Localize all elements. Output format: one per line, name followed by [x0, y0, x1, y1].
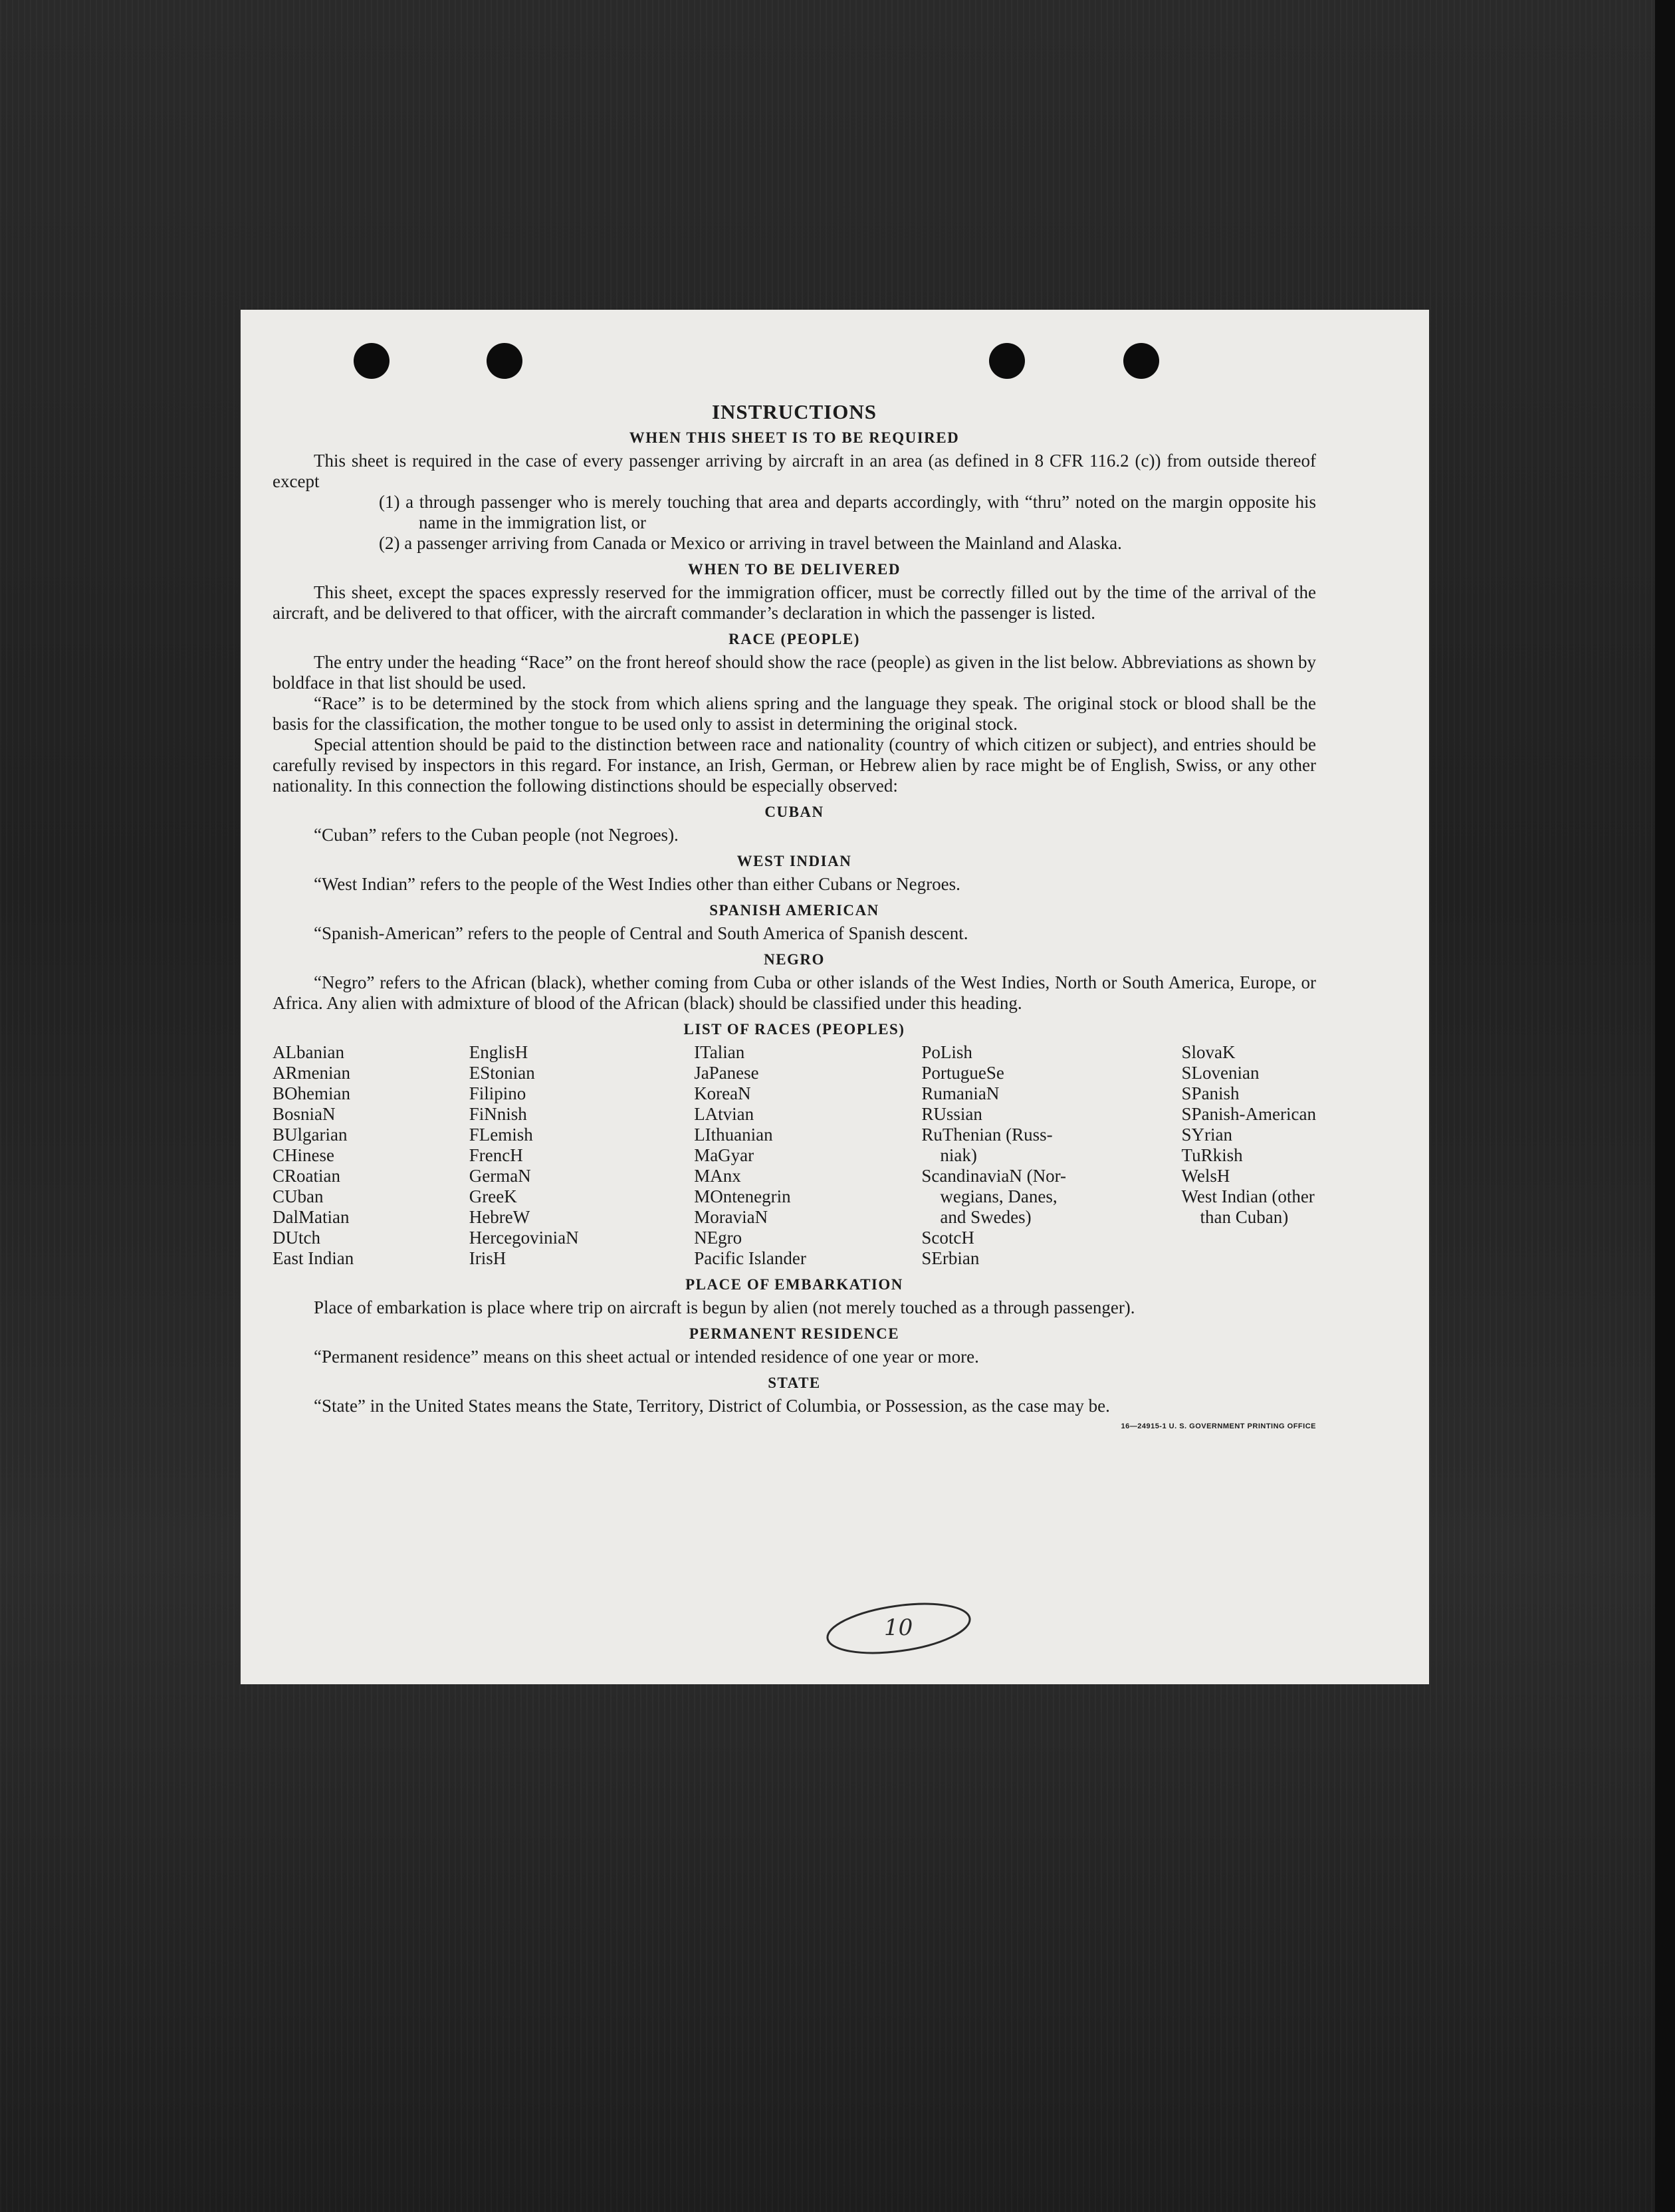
race-paragraph: The entry under the heading “Race” on the front hereof should show the race (people) as given in the list below. Abbreviations as shown by boldface in that list should be used. [273, 652, 1316, 693]
list-of-races [273, 1042, 1316, 1269]
punch-hole [487, 343, 522, 379]
race-entry: and Swedes) [940, 1207, 1032, 1227]
exception-item: (2) a passenger arriving from Canada or Mexico or arriving in travel between the Mainland and Alaska. [379, 533, 1122, 553]
race-entry: EnglisH [469, 1042, 528, 1062]
race-entry: SlovaK [1181, 1042, 1236, 1062]
handwritten-number: 10 [884, 1614, 913, 1641]
section-heading-state: STATE [768, 1375, 821, 1391]
cuban-text: “Cuban” refers to the Cuban people (not Negroes). [314, 825, 679, 845]
punch-hole [989, 343, 1025, 379]
exception-item: (1) a through passenger who is merely touching that area and departs accordingly, with “thru” noted on the margin opposite his name in the immigration list, or [379, 492, 1316, 532]
when-delivered-text: This sheet, except the spaces expressly reserved for the immigration officer, must be correctly filled out by the time of the arrival of the aircraft, and be delivered to that officer, with the aircraft commander’s declaration in which the passenger is listed. [273, 582, 1316, 623]
race-entry: BosniaN [273, 1104, 336, 1124]
race-entry: RuThenian (Russ- [921, 1125, 1053, 1145]
race-entry: JaPanese [694, 1063, 759, 1083]
footer-line [273, 1416, 1316, 1437]
section-heading-race: RACE (PEOPLE) [728, 631, 860, 647]
race-entry: GreeK [469, 1186, 517, 1206]
race-entry: IrisH [469, 1248, 506, 1268]
race-column [921, 1042, 1066, 1269]
race-entry: Filipino [469, 1083, 526, 1103]
section-heading-west-indian: WEST INDIAN [736, 853, 852, 869]
race-entry: FLemish [469, 1125, 533, 1145]
race-entry: DUtch [273, 1228, 320, 1248]
race-entry: FiNnish [469, 1104, 527, 1124]
race-column [273, 1042, 354, 1269]
race-entry: MaGyar [694, 1145, 754, 1165]
negro-text: “Negro” refers to the African (black), whether coming from Cuba or other islands of the West Indies, North or South America, Europe, or Africa. Any alien with admixture of blood of the African (black) should be classified under this heading. [273, 972, 1316, 1013]
race-entry: LAtvian [694, 1104, 754, 1124]
race-entry: GermaN [469, 1166, 531, 1186]
race-paragraph: “Race” is to be determined by the stock from which aliens spring and the language they speak. The original stock or blood shall be the basis for the classification, the mother tongue to be used only to assist in determining the original stock. [273, 693, 1316, 734]
race-entry: BOhemian [273, 1083, 350, 1103]
race-entry: SPanish-American [1181, 1104, 1316, 1124]
race-paragraph: Special attention should be paid to the distinction between race and nationality (country of which citizen or subject), and entries should be carefully revised by inspectors in this regard. For instance, an Irish, German, or Hebrew alien by race might be of English, Swiss, or any other nationality. In this connection the following distinctions should be especially observed: [273, 734, 1316, 796]
race-entry: LIthuanian [694, 1125, 773, 1145]
race-entry: FrencH [469, 1145, 523, 1165]
race-entry: niak) [940, 1145, 977, 1165]
section-heading-embarkation: PLACE OF EMBARKATION [685, 1276, 903, 1293]
scanner-edge-bar [1655, 0, 1675, 2212]
race-entry: SPanish [1181, 1083, 1240, 1103]
race-column [1182, 1042, 1316, 1269]
residence-text: “Permanent residence” means on this sheet actual or intended residence of one year or more. [314, 1347, 979, 1367]
embarkation-text: Place of embarkation is place where trip on aircraft is begun by alien (not merely touched as a through passenger). [314, 1297, 1135, 1317]
section-heading-residence: PERMANENT RESIDENCE [689, 1325, 900, 1342]
race-entry: KoreaN [694, 1083, 751, 1103]
race-entry: West Indian (other [1181, 1186, 1315, 1206]
state-text: “State” in the United States means the State, Territory, District of Columbia, or Possession, as the case may be. [314, 1396, 1110, 1416]
race-entry: MAnx [694, 1166, 741, 1186]
sheet-content [273, 401, 1316, 1437]
race-entry: EStonian [469, 1063, 535, 1083]
when-required-text: This sheet is required in the case of every passenger arriving by aircraft in an area (as defined in 8 CFR 116.2 (c)) from outside thereof except [273, 451, 1316, 491]
race-entry: CUban [273, 1186, 324, 1206]
race-entry: DalMatian [273, 1207, 350, 1227]
page-title: INSTRUCTIONS [711, 400, 877, 423]
spanish-american-text: “Spanish-American” refers to the people of Central and South America of Spanish descent. [314, 923, 968, 943]
race-entry: wegians, Danes, [940, 1186, 1058, 1206]
race-entry: ITalian [694, 1042, 745, 1062]
race-entry: RUssian [921, 1104, 982, 1124]
race-entry: WelsH [1181, 1166, 1230, 1186]
race-entry: Pacific Islander [694, 1248, 806, 1268]
race-entry: PoLish [921, 1042, 972, 1062]
race-entry: ALbanian [273, 1042, 344, 1062]
race-column [469, 1042, 579, 1269]
section-heading-spanish-american: SPANISH AMERICAN [709, 902, 879, 919]
race-entry: ScandinaviaN (Nor- [921, 1166, 1067, 1186]
race-entry: MoraviaN [694, 1207, 768, 1227]
race-entry: CRoatian [273, 1166, 340, 1186]
race-entry: HercegoviniaN [469, 1228, 579, 1248]
race-entry: SYrian [1181, 1125, 1233, 1145]
race-entry: SLovenian [1181, 1063, 1260, 1083]
race-entry: HebreW [469, 1207, 530, 1227]
race-entry: MOntenegrin [694, 1186, 791, 1206]
race-entry: CHinese [273, 1145, 334, 1165]
race-entry: SErbian [921, 1248, 980, 1268]
section-heading-negro: NEGRO [764, 951, 825, 968]
race-entry: East Indian [273, 1248, 354, 1268]
race-column [694, 1042, 806, 1269]
west-indian-text: “West Indian” refers to the people of the West Indies other than either Cubans or Negroes. [314, 874, 960, 894]
section-heading-cuban: CUBAN [764, 804, 824, 820]
handwritten-circle-mark [819, 1597, 985, 1660]
race-entry: ARmenian [273, 1063, 350, 1083]
punch-hole [1123, 343, 1159, 379]
race-entry: TuRkish [1181, 1145, 1243, 1165]
race-entry: than Cuban) [1200, 1207, 1289, 1227]
printing-office-code: 16—24915-1 U. S. GOVERNMENT PRINTING OFFICE [1121, 1422, 1316, 1430]
race-entry: NEgro [694, 1228, 742, 1248]
section-heading-when-required: WHEN THIS SHEET IS TO BE REQUIRED [629, 429, 960, 446]
section-heading-list-of-races: LIST OF RACES (PEOPLES) [683, 1021, 905, 1038]
section-heading-when-delivered: WHEN TO BE DELIVERED [688, 561, 901, 578]
instruction-sheet [241, 310, 1429, 1684]
race-entry: ScotcH [921, 1228, 974, 1248]
race-entry: BUlgarian [273, 1125, 348, 1145]
race-entry: PortugueSe [921, 1063, 1004, 1083]
punch-hole [354, 343, 390, 379]
race-entry: RumaniaN [921, 1083, 1000, 1103]
